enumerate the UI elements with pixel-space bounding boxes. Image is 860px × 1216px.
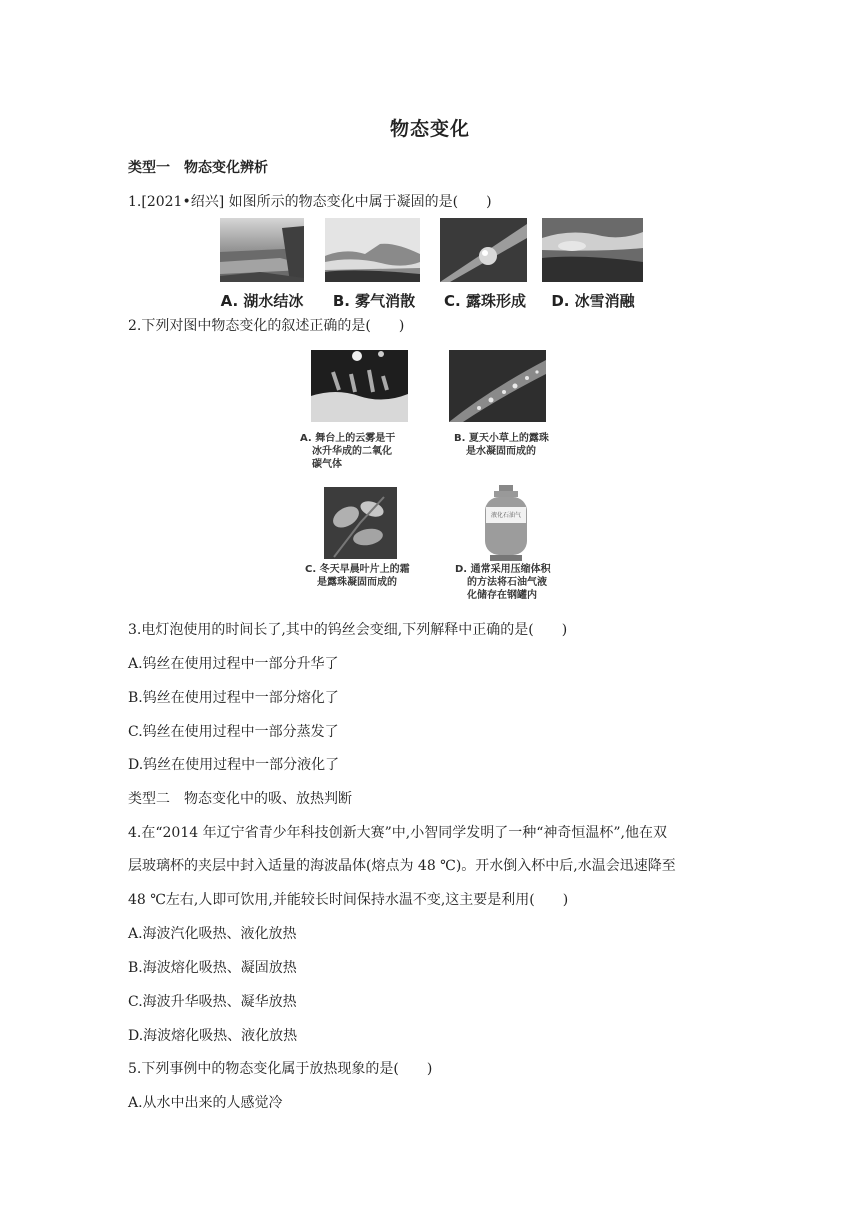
- q3-option-a: A.钨丝在使用过程中一部分升华了: [128, 656, 339, 672]
- q2-caption-a-line-1: A. 舞台上的云雾是干: [300, 433, 396, 444]
- photo-fog: [325, 218, 420, 282]
- q2-caption-c: [305, 563, 410, 589]
- section-2-heading: 类型二 物态变化中的吸、放热判断: [128, 791, 352, 807]
- question-2-stem: 2.下列对图中物态变化的叙述正确的是( ): [128, 318, 405, 334]
- photo-grass-dew: [449, 350, 546, 422]
- section-1-heading: 类型一 物态变化辨析: [128, 160, 268, 176]
- photo-stage-fog: [311, 350, 408, 422]
- q2-caption-b: [454, 432, 549, 458]
- q3-option-d: D.钨丝在使用过程中一部分液化了: [128, 757, 340, 773]
- q4-option-d: D.海波熔化吸热、液化放热: [128, 1028, 298, 1044]
- page-title: 物态变化: [389, 118, 470, 140]
- q4-option-a: A.海波汽化吸热、液化放热: [128, 926, 297, 942]
- q1-caption-c: C. 露珠形成: [444, 292, 526, 310]
- q4-line-1: 4.在“2014 年辽宁省青少年科技创新大赛”中,小智同学发明了一种“神奇恒温杯”,他在双: [128, 825, 667, 841]
- q4-line-3: 48 ℃左右,人即可饮用,并能较长时间保持水温不变,这主要是利用( ): [128, 892, 569, 908]
- q2-caption-d-line-2: 的方法将石油气液: [467, 577, 547, 588]
- q1-caption-d: D. 冰雪消融: [551, 292, 635, 310]
- q2-caption-d-line-3: 化储存在钢罐内: [467, 590, 537, 601]
- q2-caption-b-line-2: 是水凝固而成的: [466, 446, 536, 457]
- q2-caption-c-line-2: 是露珠凝固而成的: [317, 577, 397, 588]
- question-3-stem: 3.电灯泡使用的时间长了,其中的钨丝会变细,下列解释中正确的是( ): [128, 622, 568, 638]
- q2-caption-d: [455, 563, 551, 602]
- photo-gas-tank: [482, 485, 530, 561]
- q2-caption-d-line-1: D. 通常采用压缩体积: [455, 564, 551, 575]
- photo-frost-leaves: [324, 487, 397, 559]
- q3-option-c: C.钨丝在使用过程中一部分蒸发了: [128, 724, 339, 740]
- question-1-stem: 1.[2021•绍兴] 如图所示的物态变化中属于凝固的是( ): [128, 194, 492, 210]
- q2-caption-a-line-2: 冰升华成的二氧化: [312, 446, 392, 457]
- question-5-stem: 5.下列事例中的物态变化属于放热现象的是( ): [128, 1061, 433, 1077]
- q2-caption-b-line-1: B. 夏天小草上的露珠: [454, 433, 549, 444]
- q3-option-b: B.钨丝在使用过程中一部分熔化了: [128, 690, 339, 706]
- q2-caption-c-line-1: C. 冬天早晨叶片上的霜: [305, 564, 410, 575]
- photo-melting-snow: [542, 218, 643, 282]
- q4-option-b: B.海波熔化吸热、凝固放热: [128, 960, 297, 976]
- q4-line-2: 层玻璃杯的夹层中封入适量的海波晶体(熔点为 48 ℃)。开水倒入杯中后,水温会迅速降至: [128, 858, 676, 874]
- q2-caption-a: [300, 432, 395, 471]
- q5-option-a: A.从水中出来的人感觉冷: [128, 1095, 283, 1111]
- q1-caption-b: B. 雾气消散: [332, 292, 416, 310]
- photo-lake-ice: [220, 218, 304, 282]
- tank-label: 液化石油气: [490, 512, 521, 519]
- q2-caption-a-line-3: 碳气体: [312, 459, 342, 470]
- q4-option-c: C.海波升华吸热、凝华放热: [128, 994, 297, 1010]
- q1-caption-a: A. 湖水结冰: [220, 292, 304, 310]
- photo-dew-drop: [440, 218, 527, 282]
